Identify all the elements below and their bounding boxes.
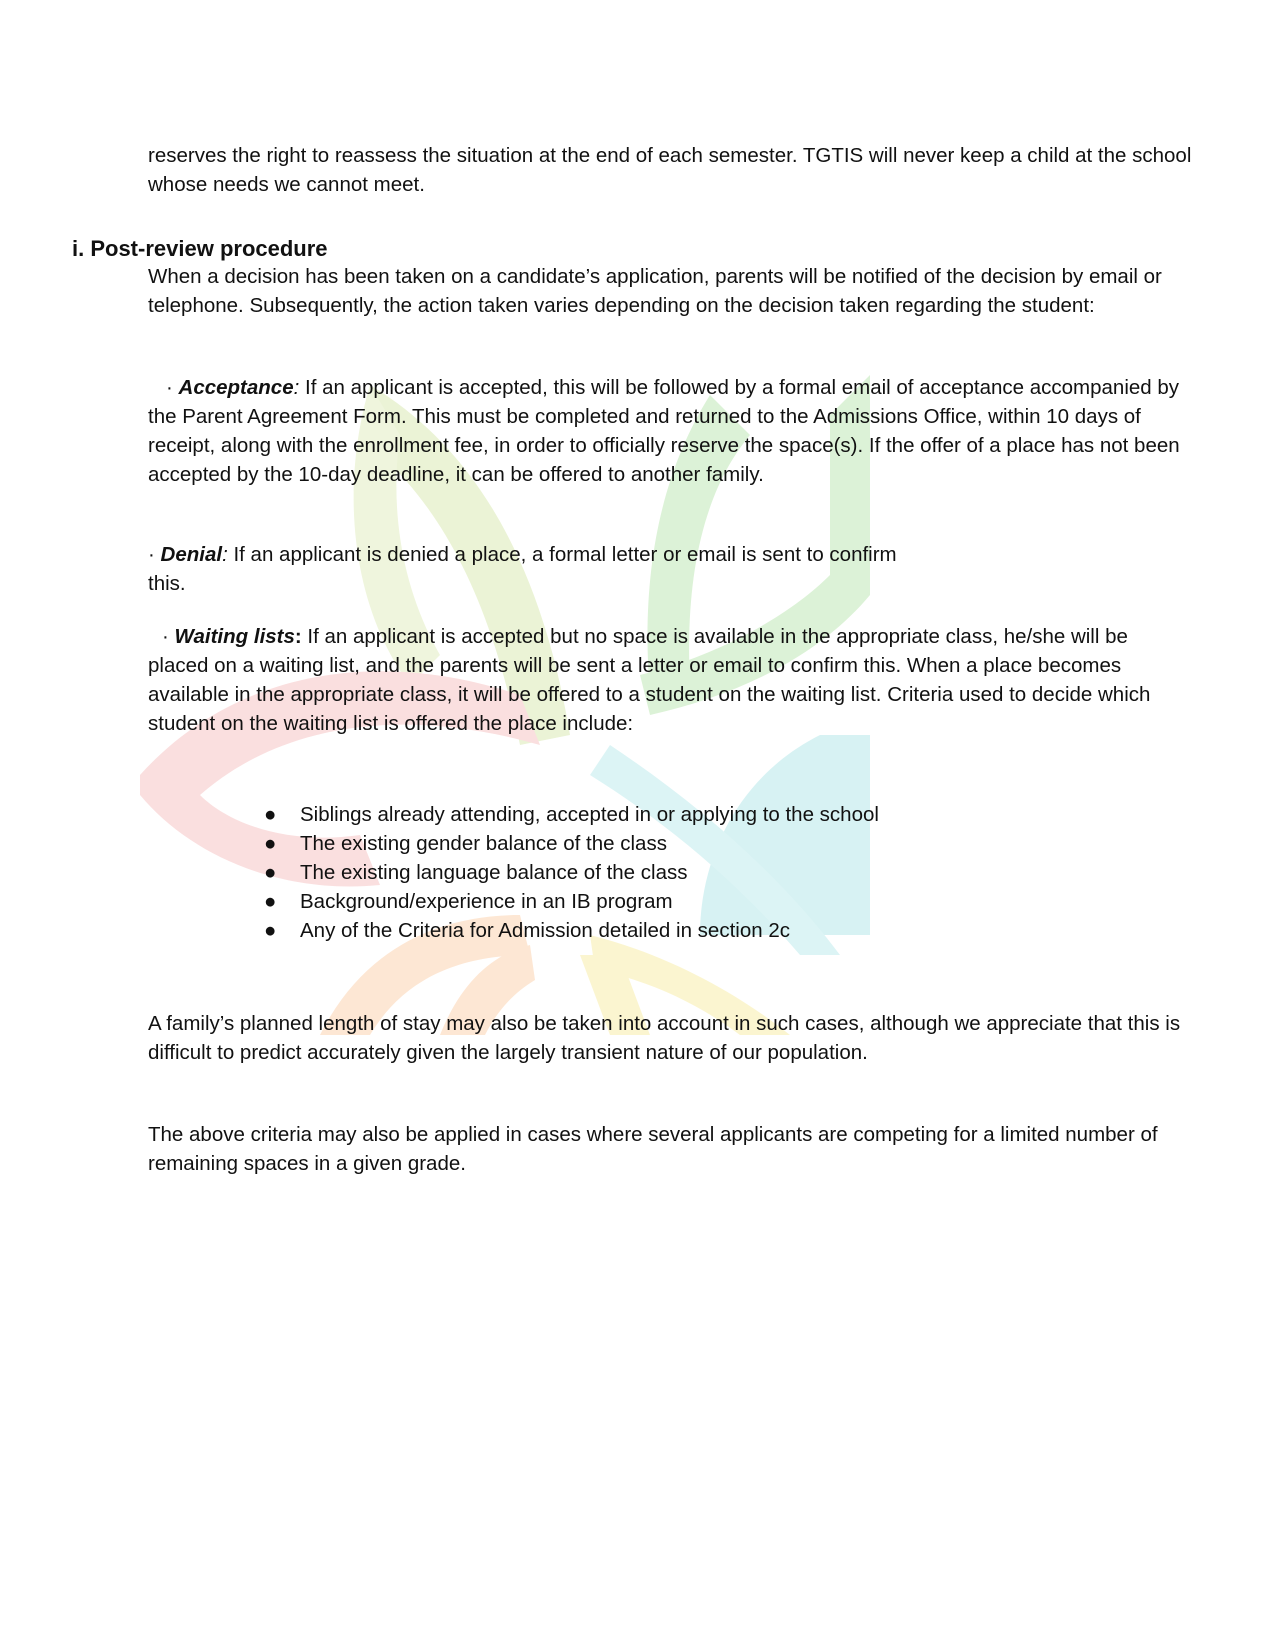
length-of-stay-paragraph: A family’s planned length of stay may also be taken into account in such cases, although we appreciate that this is difficult to predict accurately given the largely transient nature of our population. <box>148 1012 1181 1064</box>
waiting-term: Waiting lists <box>174 625 295 648</box>
denial-colon: : <box>222 543 228 566</box>
list-item-text: Siblings already attending, accepted in or applying to the school <box>300 803 879 826</box>
list-bullet: ● <box>264 832 277 855</box>
denial-term: Denial <box>160 543 223 566</box>
denial-text-line2: this. <box>148 572 186 595</box>
list-item <box>262 829 912 858</box>
list-bullet: ● <box>264 919 277 942</box>
section-heading: i. Post-review procedure <box>72 236 328 261</box>
list-item-text: The existing gender balance of the class <box>300 832 667 855</box>
denial-paragraph <box>148 540 1193 598</box>
list-bullet: ● <box>264 861 277 884</box>
acceptance-colon: : <box>293 376 300 399</box>
list-item-text: Any of the Criteria for Admission detailed in section 2c <box>300 919 790 942</box>
denial-bullet: · <box>148 543 155 566</box>
acceptance-text: If an applicant is accepted, this will be followed by a formal email of acceptance accompanied by the Parent Agreement Form. This must be completed and returned to the Admissions Office, within 10 days of receipt, along with the enrollment fee, in order to officially reserve the space(s). If the offer of a place has not been accepted by the 10-day deadline, it can be offered to another family. <box>148 376 1180 486</box>
list-item <box>262 858 912 887</box>
list-item-text: The existing language balance of the class <box>300 861 688 884</box>
denial-text-line1: If an applicant is denied a place, a formal letter or email is sent to confirm <box>227 543 897 566</box>
list-item <box>262 916 912 945</box>
list-item <box>262 887 912 916</box>
acceptance-bullet: · <box>166 376 173 399</box>
waiting-list-paragraph <box>148 622 1193 738</box>
criteria-list <box>262 800 912 945</box>
acceptance-paragraph <box>148 373 1193 489</box>
waiting-bullet: · <box>162 625 169 648</box>
acceptance-term: Acceptance <box>178 376 294 399</box>
waiting-text: If an applicant is accepted but no space is available in the appropriate class, he/she will be placed on a waiting list, and the parents will be sent a letter or email to confirm this. When a place becomes available in the appropriate class, it will be offered to a student on the waiting list. Criteria used to decide which student on the waiting list is offered the place include: <box>148 625 1151 735</box>
list-item-text: Background/experience in an IB program <box>300 890 673 913</box>
competing-applicants-paragraph: The above criteria may also be applied in cases where several applicants are competing for a limited number of remaining spaces in a given grade. <box>148 1123 1158 1175</box>
post-review-paragraph: When a decision has been taken on a candidate’s application, parents will be notified of the decision by email or telephone. Subsequently, the action taken varies depending on the decision taken regarding the student: <box>148 265 1162 317</box>
intro-paragraph: reserves the right to reassess the situation at the end of each semester. TGTIS will never keep a child at the school whose needs we cannot meet. <box>148 144 1192 196</box>
list-item <box>262 800 900 829</box>
list-bullet: ● <box>264 803 277 826</box>
list-bullet: ● <box>264 890 277 913</box>
waiting-colon: : <box>294 625 302 648</box>
